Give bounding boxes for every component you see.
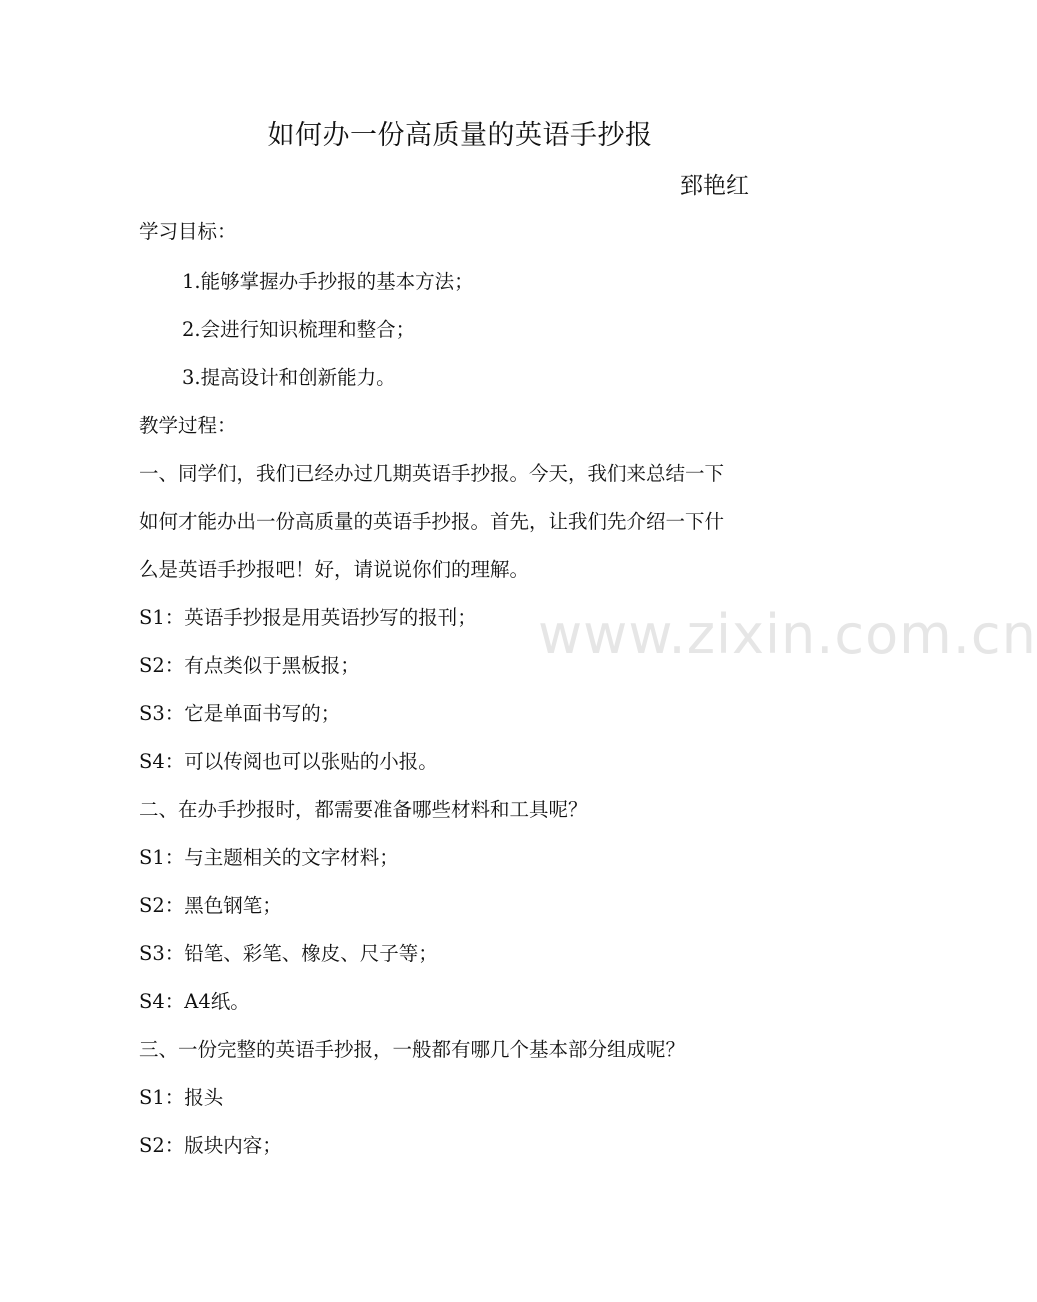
objectives-heading: 学习目标：: [139, 220, 237, 243]
objective-item: 2.会进行知识梳理和整合；: [182, 318, 416, 341]
watermark-text: www.zixin.com.cn: [538, 603, 1037, 666]
paragraph-line: 么是英语手抄报吧！好，请说说你们的理解。: [139, 558, 530, 581]
student-answer: S1：与主题相关的文字材料；: [139, 846, 399, 869]
student-answer: S3：它是单面书写的；: [139, 702, 341, 725]
paragraph-line: 一、同学们，我们已经办过几期英语手抄报。今天，我们来总结一下: [139, 462, 725, 485]
objective-item: 1.能够掌握办手抄报的基本方法；: [182, 270, 474, 293]
document-title: 如何办一份高质量的英语手抄报: [267, 120, 653, 151]
student-answer: S2：有点类似于黑板报；: [139, 654, 360, 677]
student-answer: S1：报头: [139, 1086, 224, 1109]
objective-item: 3.提高设计和创新能力。: [182, 366, 396, 389]
student-answer: S4：A4纸。: [139, 990, 250, 1013]
student-answer: S4：可以传阅也可以张贴的小报。: [139, 750, 438, 773]
student-answer: S2：版块内容；: [139, 1134, 282, 1157]
author-name: 郅艳红: [680, 173, 749, 199]
section-question: 二、在办手抄报时，都需要准备哪些材料和工具呢？: [139, 798, 588, 821]
student-answer: S2：黑色钢笔；: [139, 894, 282, 917]
student-answer: S3：铅笔、彩笔、橡皮、尺子等；: [139, 942, 438, 965]
student-answer: S1：英语手抄报是用英语抄写的报刊；: [139, 606, 477, 629]
section-question: 三、一份完整的英语手抄报，一般都有哪几个基本部分组成呢？: [139, 1038, 686, 1061]
process-heading: 教学过程：: [139, 414, 237, 437]
paragraph-line: 如何才能办出一份高质量的英语手抄报。首先，让我们先介绍一下什: [139, 510, 725, 533]
